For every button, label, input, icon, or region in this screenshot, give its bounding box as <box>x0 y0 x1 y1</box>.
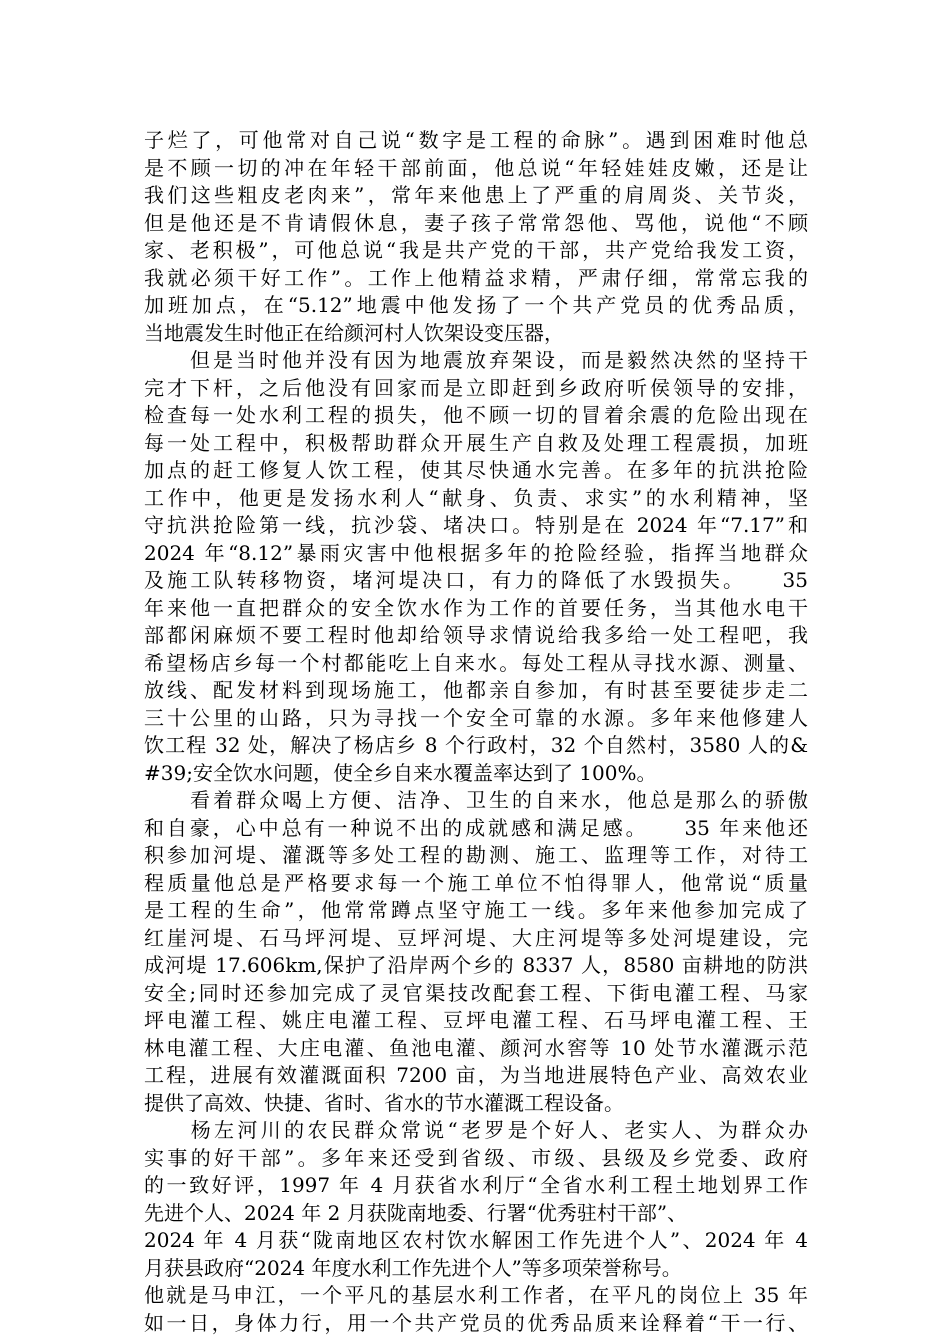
text-line: 安全;同时还参加完成了灵官渠技改配套工程、下街电灌工程、马家 <box>144 980 808 1005</box>
text-line: 检查每一处水利工程的损失，他不顾一切的冒着余震的危险出现在 <box>144 403 808 427</box>
text-line: 但是当时他并没有因为地震放弃架设，而是毅然决然的坚持干 <box>144 348 808 372</box>
text-line: 提供了高效、快捷、省时、省水的节水灌溉工程设备。 <box>144 1090 624 1115</box>
text-line: 我就必须干好工作”。工作上他精益求精，严肃仔细，常常忘我的 <box>144 265 808 290</box>
text-line: 实事的好干部”。多年来还受到省级、市级、县级及乡党委、政府 <box>144 1145 808 1170</box>
text-line: 三十公里的山路，只为寻找一个安全可靠的水源。多年来他修建人 <box>144 705 808 730</box>
text-line: 和自豪，心中总有一种说不出的成就感和满足感。 35 年来他还 <box>144 815 808 840</box>
text-line: 是不顾一切的冲在年轻干部前面，他总说“年轻娃娃皮嫩，还是让 <box>144 155 808 180</box>
text-line: 加点的赶工修复人饮工程，使其尽快通水完善。在多年的抗洪抢险 <box>144 458 808 482</box>
text-line: 但是他还是不肯请假休息，妻子孩子常常怨他、骂他，说他“不顾 <box>144 210 808 235</box>
text-line: 坪电灌工程、姚庄电灌工程、豆坪电灌工程、石马坪电灌工程、王 <box>144 1008 808 1032</box>
text-line: 看着群众喝上方便、洁净、卫生的自来水，他总是那么的骄傲 <box>144 788 808 812</box>
text-line: 月获县政府“2024 年度水利工作先进个人”等多项荣誉称号。 <box>144 1255 682 1280</box>
text-line: 他就是马申江，一个平凡的基层水利工作者，在平凡的岗位上 35 年 <box>144 1283 808 1307</box>
text-line: 先进个人、2024 年 2 月获陇南地委、行署“优秀驻村干部”、 <box>144 1200 688 1225</box>
text-line: 守抗洪抢险第一线，抗沙袋、堵决口。特别是在 2024 年“7.17”和 <box>144 513 808 537</box>
text-line: 工作中，他更是发扬水利人“献身、负责、求实”的水利精神，坚 <box>144 485 808 510</box>
text-line: 部都闲麻烦不要工程时他却给领导求情说给我多给一处工程吧，我 <box>144 623 808 647</box>
text-line: 2024 年“8.12”暴雨灾害中他根据多年的抢险经验，指挥当地群众 <box>144 540 808 565</box>
text-line: 杨左河川的农民群众常说“老罗是个好人、老实人、为群众办 <box>144 1118 808 1142</box>
text-line: 是工程的生命”，他常常蹲点坚守施工一线。多年来他参加完成了 <box>144 898 808 922</box>
text-line: 加班加点，在“5.12”地震中他发扬了一个共产党员的优秀品质， <box>144 293 808 317</box>
text-line: 放线、配发材料到现场施工，他都亲自参加，有时甚至要徒步走二 <box>144 678 808 702</box>
text-line: 子烂了，可他常对自己说“数字是工程的命脉”。遇到困难时他总 <box>144 128 808 152</box>
text-line: 程质量他总是严格要求每一个施工单位不怕得罪人，他常说“质量 <box>144 870 808 895</box>
text-line: 成河堤 17.606km,保护了沿岸两个乡的 8337 人，8580 亩耕地的防洪 <box>144 953 808 977</box>
text-line: 2024 年 4 月获“陇南地区农村饮水解困工作先进个人”、2024 年 4 <box>144 1228 808 1252</box>
paragraph-1 <box>144 127 808 347</box>
text-line: 每一处工程中，积极帮助群众开展生产自救及处理工程震损，加班 <box>144 430 808 455</box>
text-line: 工程，进展有效灌溉面积 7200 亩，为当地进展特色产业、高效农业 <box>144 1063 808 1087</box>
body-text <box>144 127 808 1337</box>
text-line: 饮工程 32 处，解决了杨店乡 8 个行政村，32 个自然村，3580 人的& <box>144 733 808 757</box>
text-line: 年来他一直把群众的安全饮水作为工作的首要任务，当其他水电干 <box>144 595 808 620</box>
text-line: 家、老积极”，可他总说“我是共产党的干部，共产党给我发工资， <box>144 238 808 262</box>
paragraph-3 <box>144 787 808 1117</box>
text-line: 如一日，身体力行，用一个共产党员的优秀品质来诠释着“干一行、 <box>144 1310 808 1335</box>
text-line: 我们这些粗皮老肉来”，常年来他患上了严重的肩周炎、关节炎， <box>144 183 808 207</box>
text-line: 积参加河堤、灌溉等多处工程的勘测、施工、监理等工作，对待工 <box>144 843 808 867</box>
text-line: #39;安全饮水问题，使全乡自来水覆盖率达到了 100%。 <box>144 760 657 785</box>
text-line: 当地震发生时他正在给颜河村人饮架设变压器， <box>144 320 564 345</box>
text-line: 红崖河堤、石马坪河堤、豆坪河堤、大庄河堤等多处河堤建设，完 <box>144 925 808 950</box>
text-line: 林电灌工程、大庄电灌、鱼池电灌、颜河水窖等 10 处节水灌溉示范 <box>144 1035 808 1060</box>
paragraph-4 <box>144 1117 808 1337</box>
text-line: 的一致好评，1997 年 4 月获省水利厅“全省水利工程土地划界工作 <box>144 1173 808 1197</box>
text-line: 希望杨店乡每一个村都能吃上自来水。每处工程从寻找水源、测量、 <box>144 650 808 675</box>
text-line: 及施工队转移物资，堵河堤决口，有力的降低了水毁损失。 35 <box>144 568 808 592</box>
text-line: 完才下杆，之后他没有回家而是立即赶到乡政府听侯领导的安排， <box>144 375 808 400</box>
paragraph-2 <box>144 347 808 787</box>
